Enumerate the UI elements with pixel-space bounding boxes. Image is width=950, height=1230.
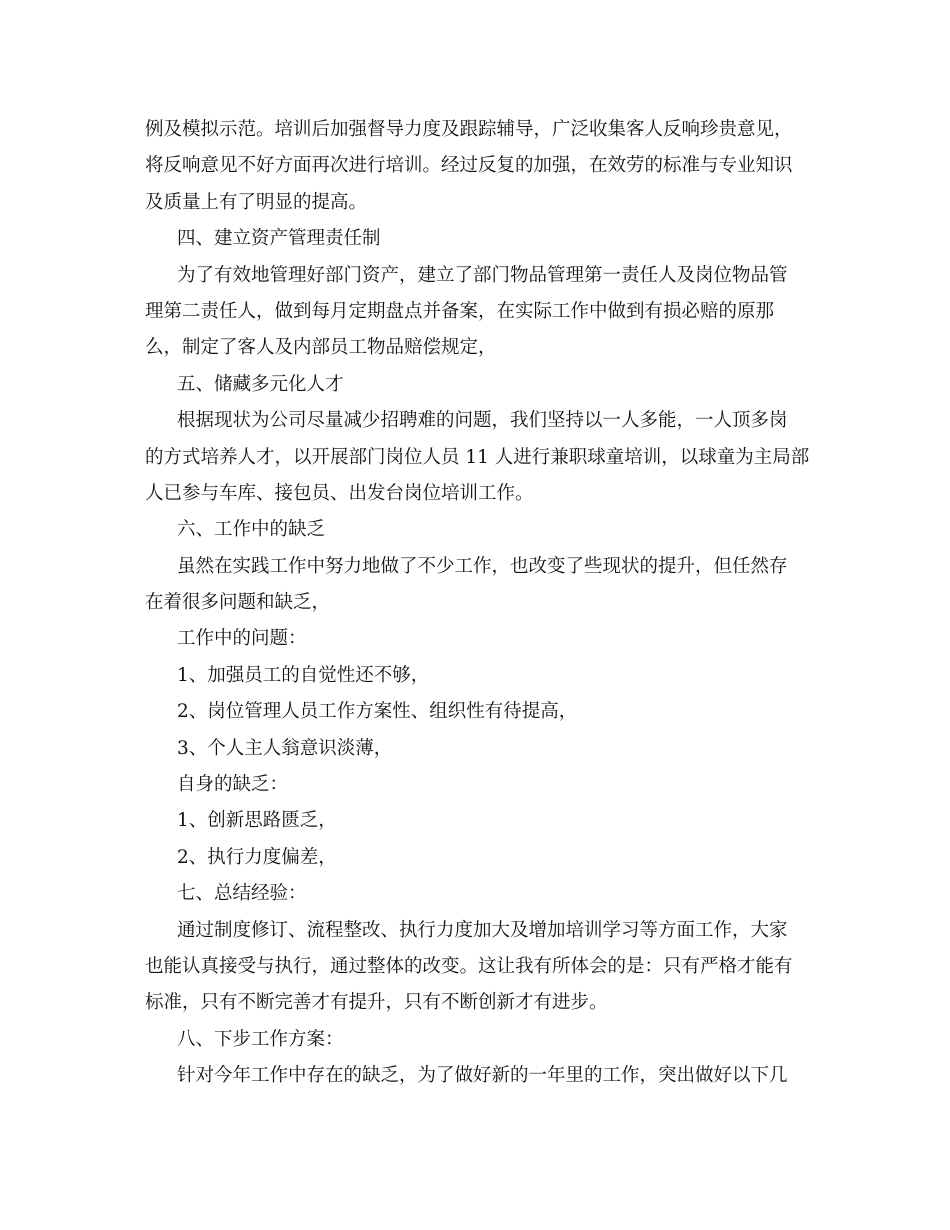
subheading: 自身的缺乏：: [177, 774, 289, 796]
text-line: 在着很多问题和缺乏，: [145, 592, 331, 614]
text-line: 理第二责任人，做到每月定期盘点并备案，在实际工作中做到有损必赔的原那: [145, 300, 775, 322]
text-line: 例及模拟示范。培训后加强督导力度及跟踪辅导，广泛收集客人反响珍贵意见，: [145, 119, 793, 140]
list-item: 2、执行力度偏差，: [177, 846, 337, 868]
list-item: 2、岗位管理人员工作方案性、组织性有待提高，: [177, 701, 578, 723]
text-line: 标准，只有不断完善才有提升，只有不断创新才有进步。: [145, 992, 608, 1014]
text-line: 为了有效地管理好部门资产，建立了部门物品管理第一责任人及岗位物品管: [177, 264, 788, 286]
subheading: 工作中的问题：: [177, 628, 307, 650]
list-item: 1、创新思路匮乏，: [177, 810, 337, 832]
text-line: 么，制定了客人及内部员工物品赔偿规定，: [145, 337, 497, 359]
text-line: 将反响意见不好方面再次进行培训。经过反复的加强，在效劳的标准与专业知识: [145, 155, 793, 177]
text-line: 根据现状为公司尽量减少招聘难的问题，我们坚持以一人多能，一人顶多岗: [177, 410, 788, 432]
text-line: 人已参与车库、接包员、出发台岗位培训工作。: [145, 482, 534, 504]
text-line: 通过制度修订、流程整改、执行力度加大及增加培训学习等方面工作，大家: [177, 919, 788, 941]
text-line: 针对今年工作中存在的缺乏，为了做好新的一年里的工作，突出做好以下几: [177, 1065, 788, 1087]
section-heading-5: 五、储藏多元化人才: [177, 373, 344, 395]
text-line: 的方式培养人才，以开展部门岗位人员 11 人进行兼职球童培训，以球童为主局部: [145, 446, 810, 468]
text-line: 虽然在实践工作中努力地做了不少工作，也改变了些现状的提升，但任然存: [177, 555, 788, 577]
section-heading-6: 六、工作中的缺乏: [177, 519, 326, 541]
list-item: 1、加强员工的自觉性还不够，: [177, 664, 430, 686]
section-heading-4: 四、建立资产管理责任制: [177, 228, 381, 250]
section-heading-8: 八、下步工作方案：: [177, 1028, 344, 1050]
text-line: 及质量上有了明显的提高。: [145, 191, 368, 213]
list-item: 3、个人主人翁意识淡薄，: [177, 737, 393, 759]
document-body: [145, 112, 815, 1095]
text-line: 也能认真接受与执行，通过整体的改变。这让我有所体会的是：只有严格才能有: [145, 955, 793, 977]
section-heading-7: 七、总结经验：: [177, 883, 307, 905]
